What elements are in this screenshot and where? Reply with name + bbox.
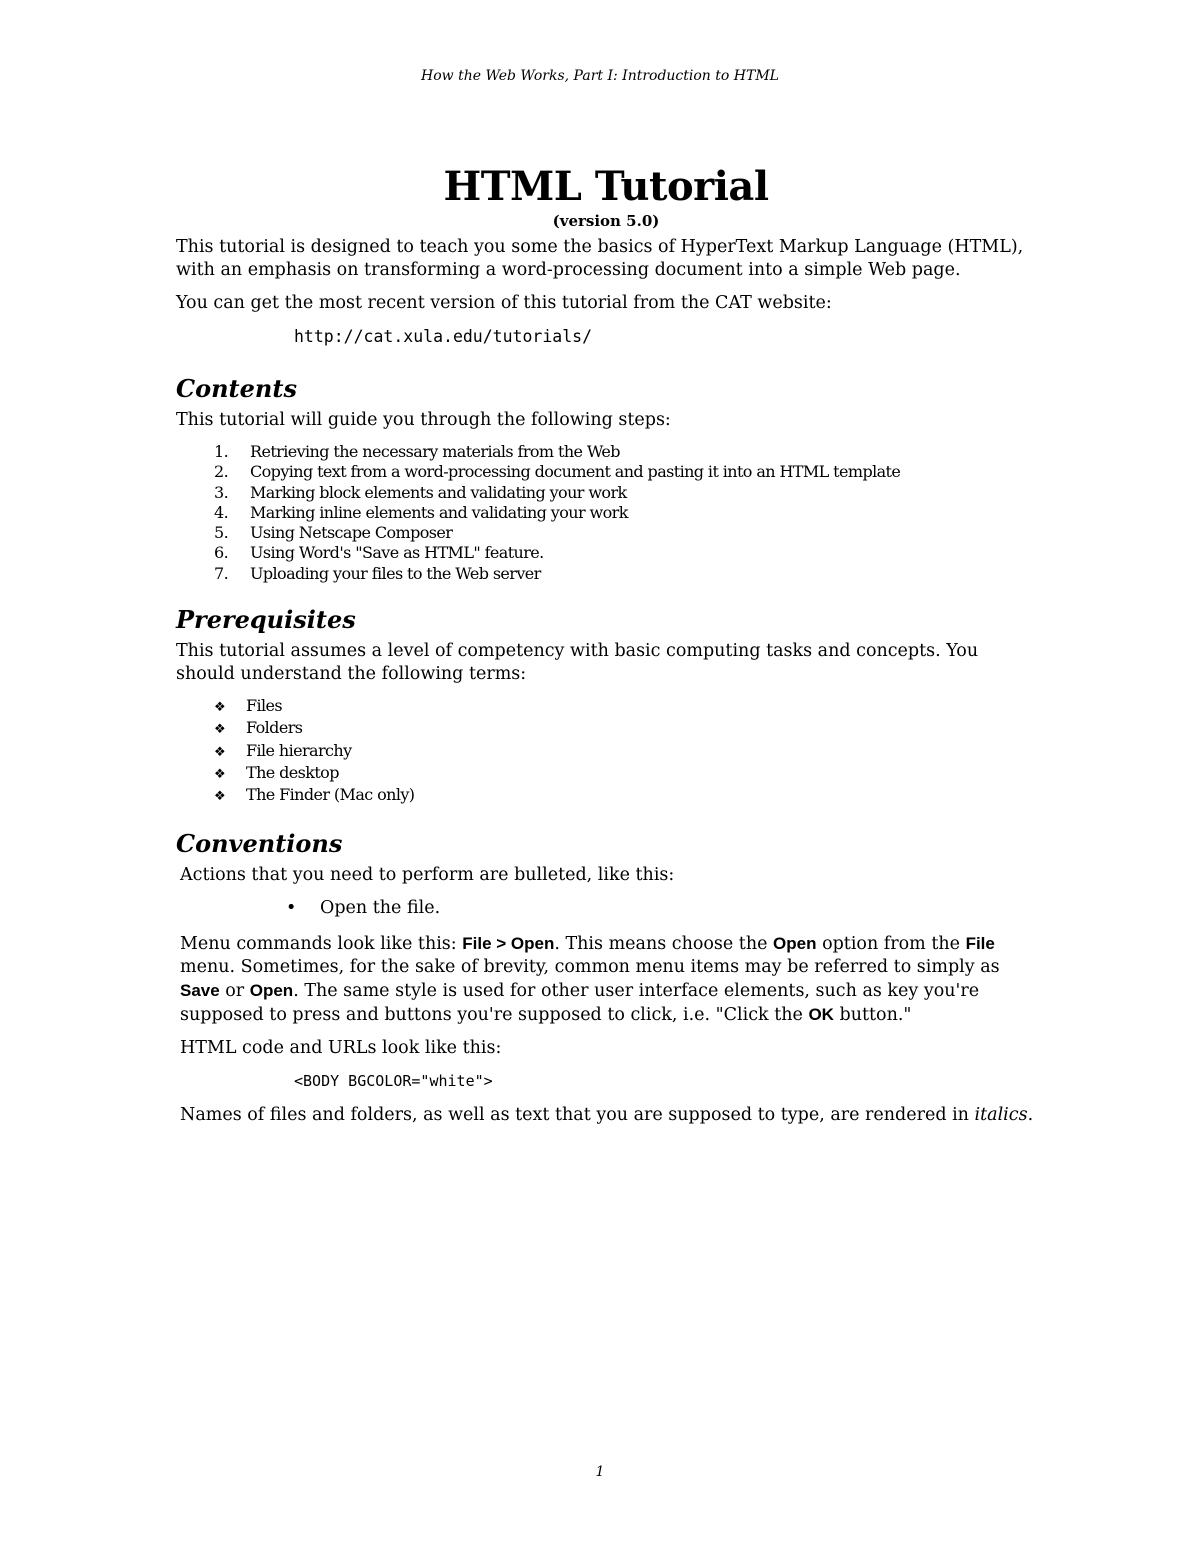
step-number: 7. (214, 563, 229, 583)
ui-term-save: Save (180, 980, 220, 1000)
list-item (214, 718, 1036, 740)
source-paragraph: You can get the most recent version of this tutorial from the CAT website: (176, 293, 832, 313)
page-title: HTML Tutorial (443, 163, 769, 210)
intro-paragraph: This tutorial is designed to teach you some the basics of HyperText Markup Language (HTML), with an emphasis on transforming a word-processing document into a simple Web page. (176, 237, 1024, 280)
list-item (214, 483, 1036, 503)
menu-paragraph (180, 932, 1036, 1027)
code-lead: HTML code and URLs look like this: (180, 1037, 502, 1058)
diamond-bullet-icon: ❖ (214, 700, 226, 716)
list-item (214, 543, 1036, 563)
ui-term-ok: OK (808, 1004, 834, 1024)
page-number: 1 (595, 1464, 605, 1480)
step-text: Uploading your files to the Web server (250, 563, 541, 583)
tutorial-url: http://cat.xula.edu/tutorials/ (294, 327, 593, 346)
step-number: 2. (214, 462, 229, 482)
text-run: Names of files and folders, as well as text that you are supposed to type, are rendered in (180, 1104, 975, 1125)
code-example: <BODY BGCOLOR="white"> (294, 1071, 493, 1090)
prerequisites-lead: This tutorial assumes a level of competency with basic computing tasks and concepts. You should understand the following terms: (176, 641, 979, 685)
text-run: . This means choose the (554, 933, 774, 954)
actions-lead: Actions that you need to perform are bulleted, like this: (180, 864, 675, 885)
step-text: Retrieving the necessary materials from the Web (250, 442, 620, 461)
version-label: (version 5.0) (552, 212, 660, 230)
step-number: 1. (214, 442, 229, 461)
text-run: menu. Sometimes, for the sake of brevity, common menu items may be referred to simply as (180, 956, 1000, 977)
diamond-bullet-icon: ❖ (214, 722, 226, 738)
term-text: Files (246, 696, 283, 716)
step-number: 4. (214, 502, 229, 522)
action-example-text: Open the file. (320, 897, 441, 918)
document-body (176, 162, 1036, 1137)
list-item (214, 462, 1036, 482)
contents-heading: Contents (176, 374, 297, 403)
step-text: Marking inline elements and validating your work (250, 502, 628, 522)
term-text: File hierarchy (246, 740, 352, 760)
italics-example: italics (974, 1104, 1028, 1125)
step-text: Using Word's "Save as HTML" feature. (250, 543, 544, 563)
list-item (214, 763, 1036, 785)
running-header: How the Web Works, Part I: Introduction to HTML (421, 68, 779, 84)
step-number: 3. (214, 482, 229, 502)
ui-term-open-2: Open (249, 980, 294, 1000)
step-text: Copying text from a word-processing document and pasting it into an HTML template (250, 462, 901, 482)
terms-list (214, 696, 1036, 807)
text-run: button." (833, 1004, 912, 1025)
step-text: Marking block elements and validating your work (250, 482, 627, 502)
list-item (214, 523, 1036, 543)
step-number: 6. (214, 543, 229, 563)
list-item (214, 741, 1036, 763)
text-run: or (219, 980, 250, 1001)
list-item (214, 503, 1036, 523)
term-text: Folders (246, 718, 303, 738)
list-item (214, 785, 1036, 807)
conventions-heading: Conventions (176, 828, 343, 858)
ui-term-file: File (965, 933, 995, 953)
diamond-bullet-icon: ❖ (214, 789, 226, 805)
text-run: Menu commands look like this: (180, 933, 463, 954)
action-example (286, 897, 1036, 920)
text-run: option from the (816, 933, 966, 954)
bullet-icon: • (286, 897, 297, 918)
steps-list (214, 442, 1036, 584)
menu-command-example: File > Open (462, 933, 555, 953)
term-text: The desktop (246, 762, 339, 782)
step-text: Using Netscape Composer (250, 523, 453, 543)
step-number: 5. (214, 523, 229, 543)
list-item (214, 442, 1036, 462)
list-item (214, 696, 1036, 718)
term-text: The Finder (Mac only) (246, 785, 415, 805)
prerequisites-heading: Prerequisites (176, 605, 356, 635)
conventions-section (180, 864, 1036, 1127)
text-run: . (1027, 1104, 1034, 1125)
ui-term-open: Open (773, 933, 817, 953)
list-item (214, 564, 1036, 584)
diamond-bullet-icon: ❖ (214, 744, 226, 760)
text-run: . The same style is used for other user interface elements, such as key you're supposed to press and buttons you're supposed to click, i.e. "Click the (180, 980, 980, 1025)
diamond-bullet-icon: ❖ (214, 766, 226, 782)
contents-lead: This tutorial will guide you through the following steps: (176, 410, 671, 430)
names-paragraph (180, 1104, 1036, 1127)
